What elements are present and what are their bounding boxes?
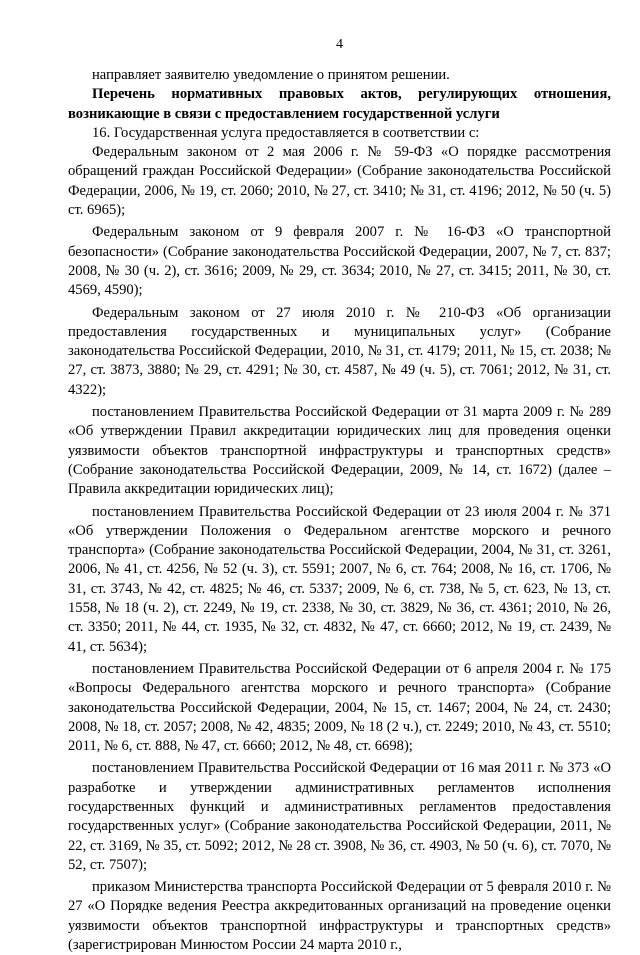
paragraph-law-210-fz: Федеральным законом от 27 июля 2010 г. № 210-ФЗ «Об организации предоставления государственных и муниципальных услуг» (Собрание законодательства Российской Федерации, 2010, № 31, ст. 4179; 2011, № 15, ст. 2038; № 27, ст. 3873, 3880; № 29, ст. 4291; № 30, ст. 4587, № 49 (ч. 5), ст. 7061; 2012, № 31, ст. 4322); <box>68 304 611 398</box>
page-number: 4 <box>336 37 343 52</box>
section-heading: Перечень нормативных правовых актов, регулирующих отношения, возникающие в связи с предоставлением государственной услуги <box>68 86 611 122</box>
paragraph-decree-289: постановлением Правительства Российской Федерации от 31 марта 2009 г. № 289 «Об утверждении Правил аккредитации юридических лиц для проведения оценки уязвимости объектов транспортной инфраструктуры и транспортных средств» (Собрание законодательства Российской Федерации, 2009, № 14, ст. 1672) (далее – Правила аккредитации юридических лиц); <box>68 404 611 498</box>
document-body <box>68 66 611 955</box>
paragraph-16: 16. Государственная услуга предоставляется в соответствии с: <box>92 124 480 141</box>
paragraph-law-16-fz: Федеральным законом от 9 февраля 2007 г. № 16-ФЗ «О транспортной безопасности» (Собрание законодательства Российской Федерации, 2007, № 7, ст. 837; 2008, № 30 (ч. 2), ст. 3616; 2009, № 29, ст. 3634; 2010, № 27, ст. 3415; 2011, № 30, ст. 4569, 4590); <box>68 224 611 299</box>
paragraph-decree-373: постановлением Правительства Российской Федерации от 16 мая 2011 г. № 373 «О разработке и утверждении административных регламентов исполнения государственных функций и административных регламентов предоставления государственных услуг» (Собрание законодательства Российской Федерации, 2011, № 22, ст. 3169, № 35, ст. 5092; 2012, № 28 ст. 3908, № 36, ст. 4903, № 50 (ч. 6), ст. 7070, № 52, ст. 7507); <box>68 760 611 873</box>
paragraph-order-27: приказом Министерства транспорта Российской Федерации от 5 февраля 2010 г. № 27 «О Порядке ведения Реестра аккредитованных организаций на проведение оценки уязвимости объектов транспортной инфраструктуры и транспортных средств» (зарегистрирован Минюстом России 24 марта 2010 г., <box>68 879 611 954</box>
paragraph-law-59-fz: Федеральным законом от 2 мая 2006 г. № 59-ФЗ «О порядке рассмотрения обращений граждан Российской Федерации» (Собрание законодательства Российской Федерации, 2006, № 19, ст. 2060; 2010, № 27, ст. 3410; № 31, ст. 4196; 2012, № 50 (ч. 5) ст. 6965); <box>68 144 611 219</box>
document-page <box>68 0 611 954</box>
paragraph-decree-175: постановлением Правительства Российской Федерации от 6 апреля 2004 г. № 175 «Вопросы Федерального агентства морского и речного транспорта» (Собрание законодательства Российской Федерации, 2004, № 15, ст. 1467; 2004, № 24, ст. 2430; 2008, № 18, ст. 2057; 2008, № 42, 4835; 2009, № 18 (2 ч.), ст. 2249; 2010, № 43, ст. 5510; 2011, № 6, ст. 888, № 47, ст. 6660; 2012, № 48, ст. 6698); <box>68 660 611 755</box>
paragraph-decree-371: постановлением Правительства Российской Федерации от 23 июля 2004 г. № 371 «Об утверждении Положения о Федеральном агентстве морского и речного транспорта» (Собрание законодательства Российской Федерации, 2004, № 31, ст. 3261, 2006, № 41, ст. 4256, № 52 (ч. 3), ст. 5591; 2007, № 6, ст. 764; 2008, № 16, ст. 1706, № 31, ст. 3743, № 42, ст. 4825; № 46, ст. 5337; 2009, № 6, ст. 738, № 5, ст. 623, № 13, ст. 1558, № 18 (ч. 2), ст. 2249, № 19, ст. 2338, № 30, ст. 3829, № 36, ст. 4361; 2010, № 26, ст. 3350; 2011, № 44, ст. 1935, № 32, ст. 4832, № 47, ст. 6660; 2012, № 19, ст. 2439, № 41, ст. 5634); <box>68 503 611 655</box>
paragraph-decision-notice: направляет заявителю уведомление о принятом решении. <box>92 67 450 83</box>
